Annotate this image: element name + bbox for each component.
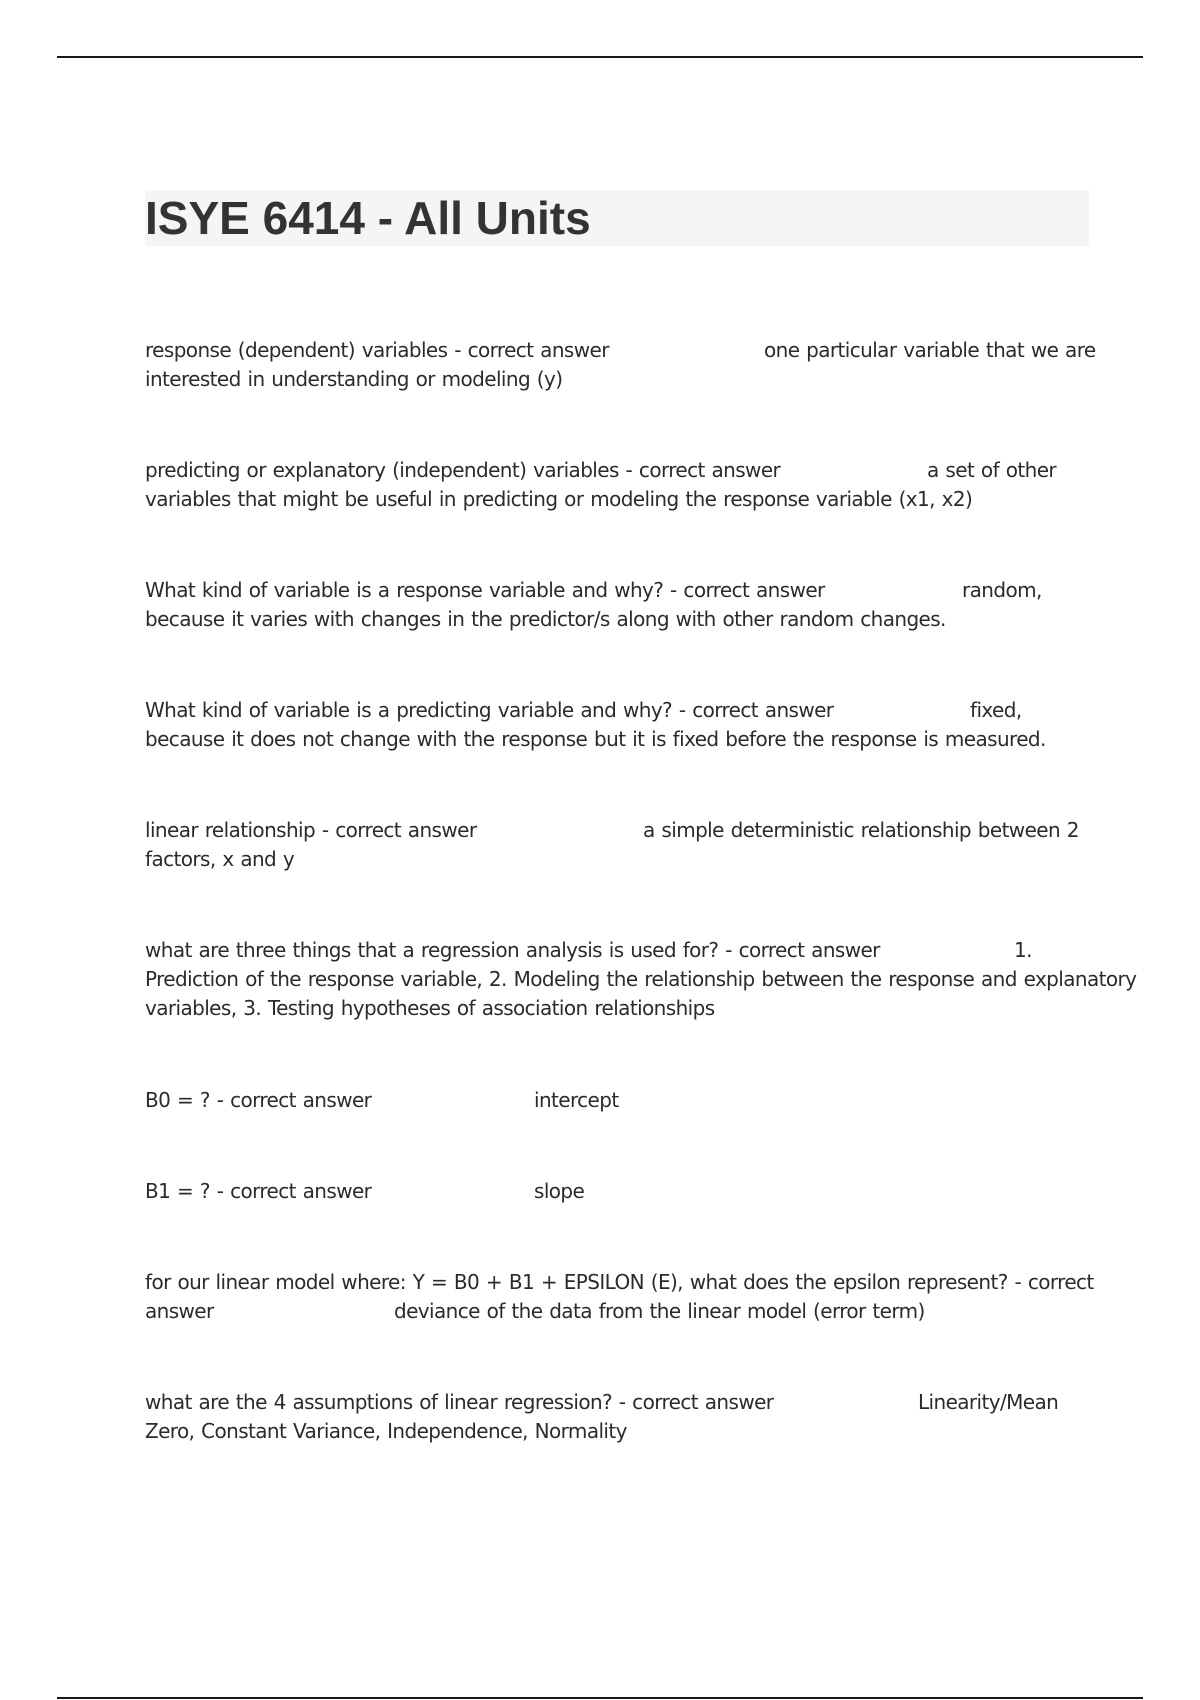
flashcard-4	[145, 696, 1090, 754]
flashcard-8	[145, 1177, 1090, 1206]
question: for our linear model where: Y = B0 + B1 + EPSILON (E), what does the epsilon represent? - correct	[145, 1270, 1094, 1294]
question-continued: answer	[145, 1299, 214, 1323]
answer: Linearity/Mean	[918, 1390, 1059, 1414]
answer: one particular variable that we are	[764, 338, 1096, 362]
flashcard-3	[145, 576, 1090, 634]
answer-continued: variables that might be useful in predicting or modeling the response variable (x1, x2)	[145, 487, 973, 511]
answer: a set of other	[927, 458, 1057, 482]
flashcard-2	[145, 456, 1090, 514]
answer-continued: because it varies with changes in the predictor/s along with other random changes.	[145, 607, 946, 631]
question: B0 = ? - correct answer	[145, 1088, 372, 1112]
flashcard-10	[145, 1388, 1090, 1446]
question: what are the 4 assumptions of linear regression? - correct answer	[145, 1390, 774, 1414]
answer-continued: Zero, Constant Variance, Independence, Normality	[145, 1419, 627, 1443]
bottom-rule	[57, 1697, 1143, 1699]
answer: random,	[962, 578, 1042, 602]
question: response (dependent) variables - correct answer	[145, 338, 609, 362]
question: predicting or explanatory (independent) variables - correct answer	[145, 458, 781, 482]
answer-continued: factors, x and y	[145, 847, 295, 871]
answer-continued: variables, 3. Testing hypotheses of association relationships	[145, 996, 715, 1020]
question: what are three things that a regression analysis is used for? - correct answer	[145, 938, 880, 962]
answer-continued: interested in understanding or modeling (y)	[145, 367, 563, 391]
flashcard-6	[145, 936, 1137, 1023]
flashcard-9	[145, 1268, 1094, 1326]
question: linear relationship - correct answer	[145, 818, 477, 842]
answer: slope	[534, 1179, 585, 1203]
answer: a simple deterministic relationship between 2	[643, 818, 1079, 842]
answer: 1.	[1014, 938, 1032, 962]
question: What kind of variable is a response variable and why? - correct answer	[145, 578, 825, 602]
flashcard-7	[145, 1086, 1090, 1115]
flashcard-1	[145, 336, 1096, 394]
top-rule	[57, 56, 1143, 58]
flashcard-5	[145, 816, 1090, 874]
title-band	[145, 190, 1089, 246]
answer: intercept	[534, 1088, 619, 1112]
answer: fixed,	[970, 698, 1022, 722]
document-title: ISYE 6414 - All Units	[145, 192, 591, 244]
question: What kind of variable is a predicting variable and why? - correct answer	[145, 698, 834, 722]
answer-continued: because it does not change with the response but it is fixed before the response is measured.	[145, 727, 1046, 751]
answer-continued: Prediction of the response variable, 2. Modeling the relationship between the response and explanatory	[145, 967, 1137, 991]
question: B1 = ? - correct answer	[145, 1179, 372, 1203]
answer: deviance of the data from the linear model (error term)	[394, 1299, 925, 1323]
